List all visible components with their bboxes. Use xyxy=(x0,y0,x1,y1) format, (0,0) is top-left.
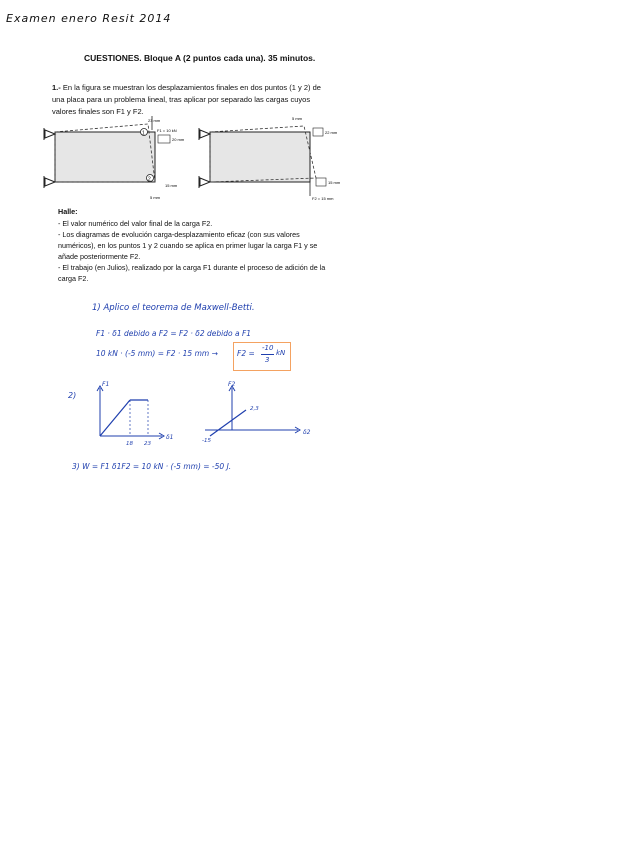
answer-1-result-box xyxy=(233,342,291,371)
node-1-label: 1 xyxy=(142,130,145,137)
question-list xyxy=(58,206,330,284)
plot-2-xlabel: δ2 xyxy=(303,429,311,436)
left-top-disp: 23 mm xyxy=(148,118,161,123)
node-2-label: 2 xyxy=(148,176,151,183)
right-support-bottom xyxy=(199,176,210,188)
answer-2-plots xyxy=(60,378,330,448)
plot-2-loading-line xyxy=(210,410,246,436)
right-support-top xyxy=(199,128,210,140)
left-right-disp: 20 mm xyxy=(172,137,185,142)
answer-3-line: 3) W = F1 δ1F2 = 10 kN · (-5 mm) = -50 J. xyxy=(72,462,232,471)
result-lhs: F2 = xyxy=(237,349,255,358)
exam-header-scrawl: Examen enero Resit 2014 xyxy=(6,12,172,25)
halle-heading: Halle: xyxy=(58,207,78,216)
left-plate-diagram xyxy=(44,116,185,200)
problem-text: En la figura se muestran los desplazamientos finales en dos puntos (1 y 2) de una placa para un problema lineal, tras aplicar por separado las cargas cuyos valores finales son F1 y F2. xyxy=(52,83,321,116)
exam-title: CUESTIONES. Bloque A (2 puntos cada una). 35 minutos. xyxy=(84,53,316,63)
question-item-3: - El trabajo (en Julios), realizado por la carga F1 durante el proceso de adición de la carga F2. xyxy=(58,263,326,283)
right-top-disp: 5 mm xyxy=(292,116,302,121)
result-unit: kN xyxy=(276,349,286,357)
plot-2-tick-neg: -15 xyxy=(202,438,211,444)
answer-1-equation-1: F1 · δ1 debido a F2 = F2 · δ2 debido a F1 xyxy=(96,329,252,338)
left-right-dim-box xyxy=(158,135,170,143)
result-denominator: 3 xyxy=(265,356,270,364)
right-right-disp: 22 mm xyxy=(325,130,338,135)
answer-1-line xyxy=(92,303,255,313)
left-support-top xyxy=(44,128,55,140)
plate-figure xyxy=(40,112,340,202)
question-item-1: - El valor numérico del valor final de la carga F2. xyxy=(58,219,213,228)
plot-f2-delta2 xyxy=(202,381,311,444)
left-support-bottom xyxy=(44,176,55,188)
right-plate-diagram xyxy=(199,116,340,201)
plot-f1-delta1 xyxy=(97,381,174,447)
answer-2-label: 2) xyxy=(68,391,77,400)
question-item-2: - Los diagramas de evolución carga-desplazamiento eficaz (con sus valores numéricos), en los puntos 1 y 2 cuando se aplica en primer lugar la carga F1 y se añade posteriormente F2. xyxy=(58,230,318,261)
answer-1-label: 1) xyxy=(92,303,101,313)
answer-1-text: Aplico el teorema de Maxwell-Betti. xyxy=(103,303,255,313)
plot-2-point-label: 2,3 xyxy=(250,406,259,412)
right-bottom-dim-box xyxy=(316,178,326,186)
left-bottom-disp: 5 mm xyxy=(150,195,160,200)
right-plate xyxy=(210,132,310,182)
right-bottom-right-disp: 15 mm xyxy=(328,180,340,185)
plot-1-xlabel: δ1 xyxy=(166,434,174,441)
right-top-dim-box xyxy=(313,128,323,136)
load-f2-label: F2 = 15 mm xyxy=(312,196,334,201)
plot-1-loading-line xyxy=(100,400,130,436)
left-plate xyxy=(55,132,155,182)
left-bottom-right-disp: 15 mm xyxy=(165,183,178,188)
load-f1-label: F1 = 10 kN xyxy=(157,128,177,133)
plot-1-ylabel: F1 xyxy=(102,381,110,388)
result-fraction-bar xyxy=(261,354,274,355)
problem-number: 1.- xyxy=(52,83,61,92)
answer-1-equation-2: 10 kN · (-5 mm) = F2 · 15 mm → xyxy=(96,349,218,358)
plot-1-tick-1: 18 xyxy=(126,441,133,447)
plot-1-tick-2: 23 xyxy=(144,441,151,447)
result-numerator: -10 xyxy=(262,344,274,352)
plot-2-ylabel: F2 xyxy=(228,381,236,388)
